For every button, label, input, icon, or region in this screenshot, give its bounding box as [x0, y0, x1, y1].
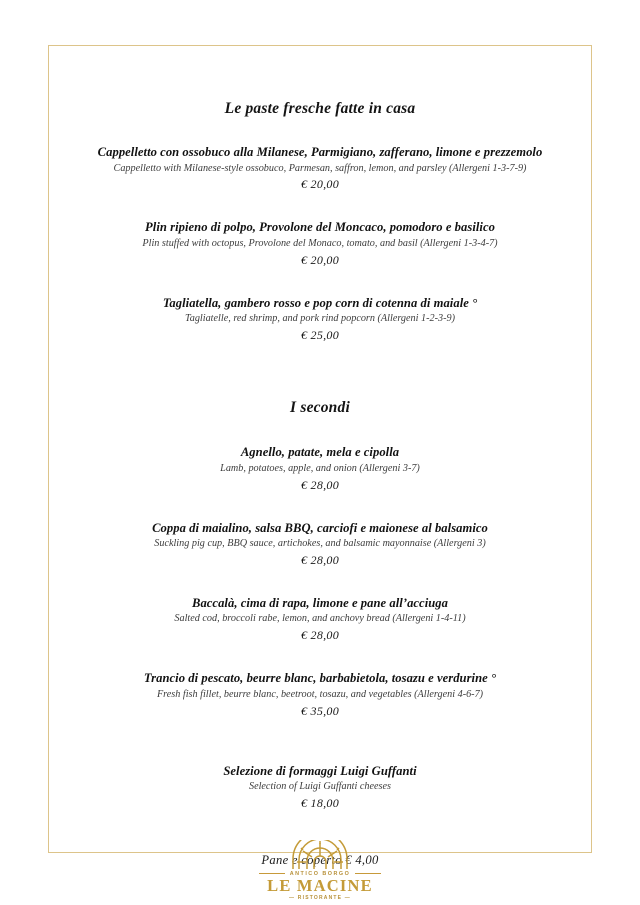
dish-item [62, 595, 578, 643]
logo-rule-left [259, 873, 285, 874]
dish-item [62, 520, 578, 568]
menu-content [48, 45, 592, 901]
dish-name: Trancio di pescato, beurre blanc, barbabietola, tosazu e verdurine ° [143, 671, 497, 686]
dish-description: Fresh fish fillet, beurre blanc, beetroot, tosazu, and vegetables (Allergeni 4-6-7) [156, 688, 484, 700]
dish-description: Plin stuffed with octopus, Provolone del Monaco, tomato, and basil (Allergeni 1-3-4-7) [142, 237, 498, 249]
dish-item [62, 144, 578, 192]
dish-name: Tagliatella, gambero rosso e pop corn di cotenna di maiale ° [162, 295, 478, 310]
dish-item [62, 295, 578, 343]
dish-price: € 35,00 [300, 703, 340, 718]
dish-name: Coppa di maialino, salsa BBQ, carciofi e maionese al balsamico [152, 520, 488, 535]
dish-description: Tagliatelle, red shrimp, and pork rind popcorn (Allergeni 1-2-3-9) [185, 313, 455, 325]
dish-price: € 28,00 [300, 477, 340, 492]
dish-description: Salted cod, broccoli rabe, lemon, and anchovy bread (Allergeni 1-4-11) [174, 613, 466, 625]
dish-name: Cappelletto con ossobuco alla Milanese, Parmigiano, zafferano, limone e prezzemolo [97, 145, 543, 159]
dish-price: € 20,00 [300, 177, 340, 192]
dish-price: € 20,00 [300, 252, 340, 267]
cheese-name: Selezione di formaggi Luigi Guffanti [223, 763, 417, 778]
dish-name: Plin ripieno di polpo, Provolone del Moncaco, pomodoro e basilico [145, 220, 495, 235]
cover-charge-note: Pane e coperto € 4,00 [261, 853, 379, 867]
cheese-item [62, 763, 578, 811]
dish-description: Cappelletto with Milanese-style ossobuco, Parmesan, saffron, lemon, and parsley (Allergeni 1-3-7-9) [113, 162, 527, 174]
restaurant-logo [48, 840, 592, 901]
millstone-arch-icon [289, 840, 351, 870]
cheese-price: € 18,00 [300, 796, 340, 810]
dish-name: Baccalà, cima di rapa, limone e pane all’acciuga [192, 595, 448, 610]
logo-rule-right [355, 873, 381, 874]
dish-name: Agnello, patate, mela e cipolla [240, 445, 400, 460]
dish-item [62, 219, 578, 267]
dish-price: € 28,00 [300, 552, 340, 567]
logo-name: LE MACINE [267, 875, 373, 895]
dish-price: € 28,00 [300, 628, 340, 643]
logo-superline: ANTICO BORGO [289, 870, 351, 877]
dish-item [62, 670, 578, 718]
section-title-paste: Le paste fresche fatte in casa [224, 100, 416, 117]
section-title-secondi: I secondi [290, 399, 350, 417]
logo-subline: — RISTORANTE — [289, 895, 351, 901]
dish-description: Lamb, potatoes, apple, and onion (Allergeni 3-7) [220, 462, 420, 474]
dish-item [62, 444, 578, 492]
dish-description: Suckling pig cup, BBQ sauce, artichokes, and balsamic mayonnaise (Allergeni 3) [154, 538, 486, 550]
cheese-description: Selection of Luigi Guffanti cheeses [248, 781, 392, 793]
dish-price: € 25,00 [300, 328, 340, 343]
